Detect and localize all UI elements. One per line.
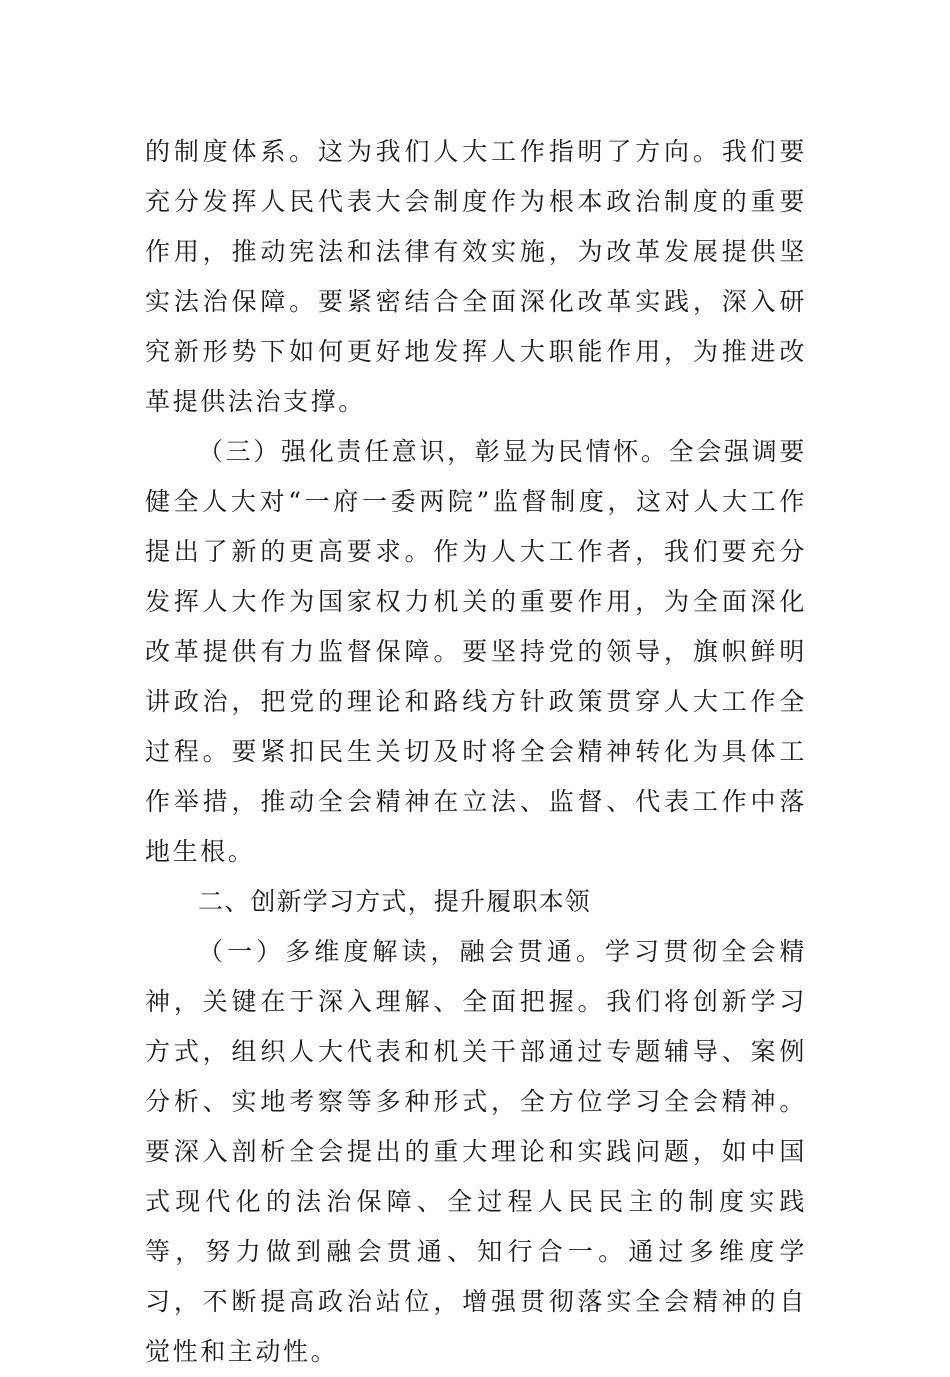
paragraph-subsection-one: （一）多维度解读，融会贯通。学习贯彻全会精神，关键在于深入理解、全面把握。我们将创新学习方式，组织人大代表和机关干部通过专题辅导、案例分析、实地考察等多种形式，全方位学习全会精神。要深入剖析全会提出的重大理论和实践问题，如中国式现代化的法治保障、全过程人民民主的制度实践等，努力做到融会贯通、知行合一。通过多维度学习，不断提高政治站位，增强贯彻落实全会精神的自觉性和主动性。 [145, 937, 807, 1366]
paragraph-continuation: 的制度体系。这为我们人大工作指明了方向。我们要充分发挥人民代表大会制度作为根本政治制度的重要作用，推动宪法和法律有效实施，为改革发展提供坚实法治保障。要紧密结合全面深化改革实践，深入研究新形势下如何更好地发挥人大职能作用，为推进改革提供法治支撑。 [145, 137, 807, 416]
document-page [145, 127, 807, 1377]
paragraph-section-three: （三）强化责任意识，彰显为民情怀。全会强调要健全人大对“一府一委两院”监督制度，这对人大工作提出了新的更高要求。作为人大工作者，我们要充分发挥人大作为国家权力机关的重要作用，为全面深化改革提供有力监督保障。要坚持党的领导，旗帜鲜明讲政治，把党的理论和路线方针政策贯穿人大工作全过程。要紧扣民生关切及时将全会精神转化为具体工作举措，推动全会精神在立法、监督、代表工作中落地生根。 [145, 437, 807, 866]
section-heading-two: 二、创新学习方式，提升履职本领 [198, 887, 592, 916]
